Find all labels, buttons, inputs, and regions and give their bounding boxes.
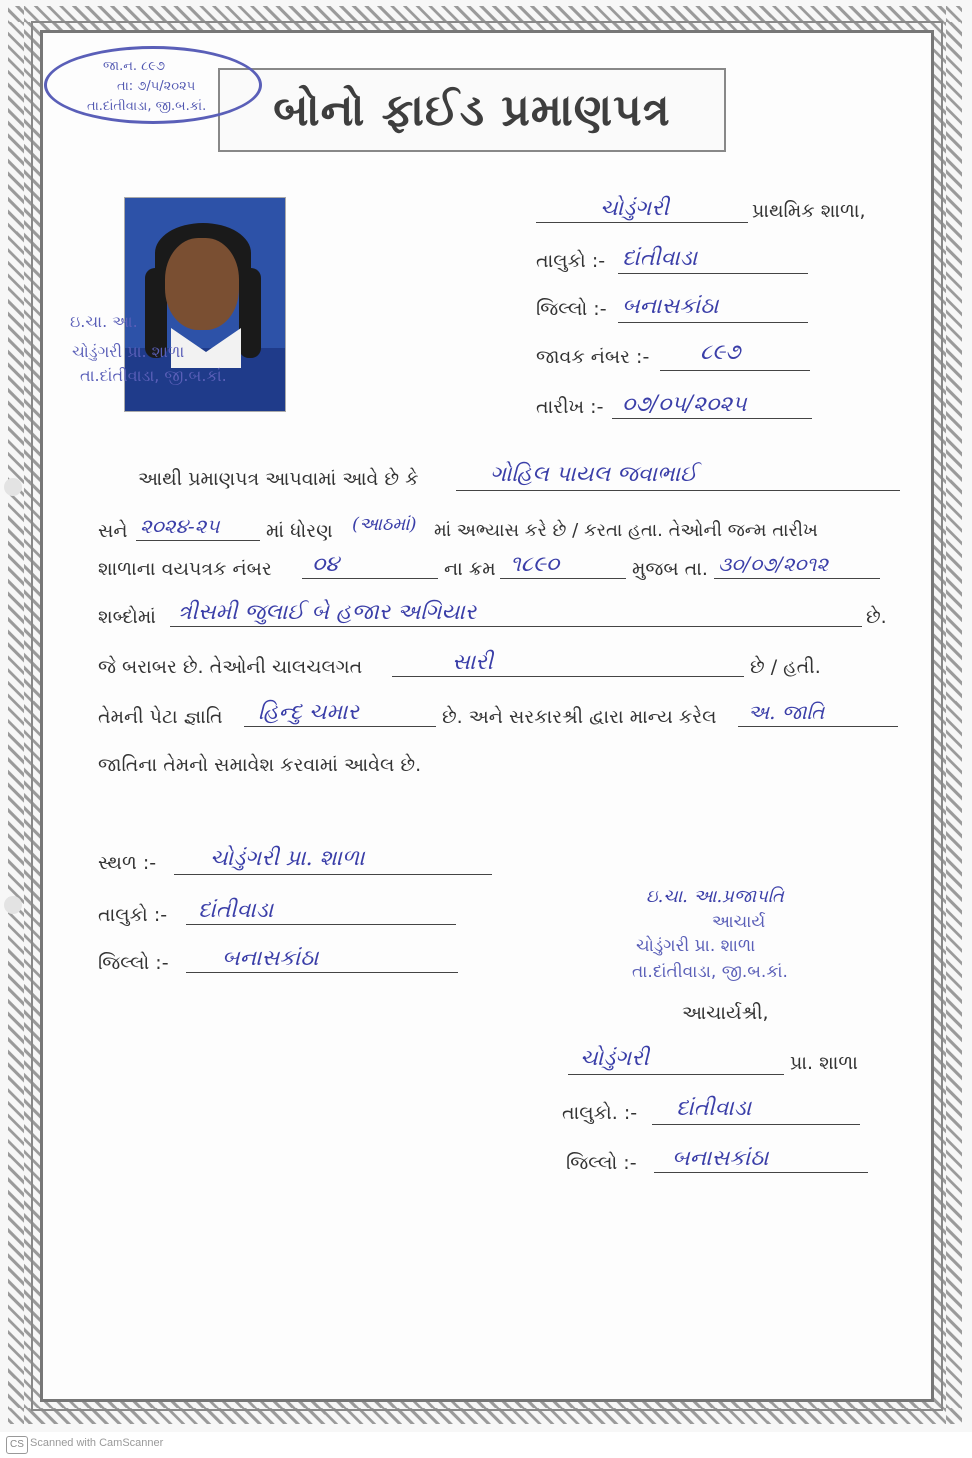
- underline: [618, 322, 808, 323]
- place-value: ચોડુંગરી પ્રા. શાળા: [210, 846, 365, 871]
- year-value: ૨૦૨૪-૨૫: [140, 514, 220, 538]
- sign-stamp-line: તા.દાંતીવાડા, જી.બ.કાં.: [632, 962, 788, 982]
- taluka-label: તાલુકો :-: [536, 250, 606, 272]
- photo-stamp-line: ઇ.ચા. આ.: [70, 312, 138, 331]
- body-text: છે.: [866, 606, 887, 628]
- body-text: આથી પ્રમાણપત્ર આપવામાં આવે છે કે: [138, 468, 419, 490]
- footer-right-district-value: બનાસકાંઠા: [672, 1146, 769, 1171]
- stamp-line: તા.દાંતીવાડા, જી.બ.કાં.: [87, 99, 207, 114]
- register-no-value: ૦૪: [312, 552, 339, 577]
- photo-stamp-line: ચોડુંગરી પ્રા. શાળા: [72, 342, 185, 361]
- body-text: સને: [98, 520, 128, 542]
- footer-district-value: બનાસકાંઠા: [222, 946, 319, 971]
- footer-right-taluka-value: દાંતીવાડા: [676, 1096, 752, 1121]
- serial-no-value: ૧૮૯૦: [510, 552, 560, 577]
- footer-school-label: પ્રા. શાળા: [790, 1052, 858, 1074]
- underline: [612, 418, 812, 419]
- camscanner-text: Scanned with CamScanner: [30, 1437, 164, 1449]
- body-text: તેમની પેટા જ્ઞાતિ: [98, 706, 223, 728]
- student-name-value: ગોહિલ પાયલ જવાભાઈ: [490, 462, 697, 487]
- place-label: સ્થળ :-: [98, 852, 157, 874]
- body-text: જે બરાબર છે. તેઓની ચાલચલગત: [98, 656, 363, 678]
- punch-hole: [4, 478, 22, 496]
- underline: [186, 972, 458, 973]
- principal-label: આચાર્યશ્રી,: [682, 1002, 769, 1024]
- date-label: તારીખ :-: [536, 396, 604, 418]
- body-text: જાતિના તેમનો સમાવેશ કરવામાં આવેલ છે.: [98, 754, 422, 776]
- certificate-title: બોનો ફાઈડ પ્રમાણપત્ર: [273, 84, 671, 136]
- stamp-line: જા.ન. ૮૯૭: [103, 59, 166, 74]
- body-text: માં અભ્યાસ કરે છે / કરતા હતા. તેઓની જન્મ તારીખ: [434, 520, 818, 541]
- punch-hole: [4, 896, 22, 914]
- category-value: અ. જાતિ: [748, 700, 825, 724]
- district-label: જિલ્લો :-: [536, 298, 607, 320]
- school-name-value: ચોડુંગરી: [600, 196, 669, 221]
- underline: [456, 490, 900, 491]
- underline: [738, 726, 898, 727]
- title-box: [218, 68, 726, 152]
- dob-words-value: ત્રીસમી જુલાઈ બે હજાર અગિયાર: [178, 600, 477, 625]
- footer-taluka-value: દાંતીવાડા: [198, 898, 274, 923]
- body-text: મુજબ તા.: [632, 558, 708, 580]
- footer-taluka-label: તાલુકો :-: [98, 904, 168, 926]
- underline: [186, 924, 456, 925]
- body-text: શાળાના વયપત્રક નંબર: [98, 558, 272, 580]
- body-text: ના ક્રમ: [444, 558, 496, 580]
- sign-stamp-line: ચોડુંગરી પ્રા. શાળા: [636, 936, 756, 956]
- body-text: છે / હતી.: [750, 656, 821, 678]
- photo-stamp-line: તા.દાંતીવાડા, જી.બ.કાં.: [80, 366, 227, 385]
- underline: [500, 578, 626, 579]
- underline: [392, 676, 744, 677]
- dob-value: ૩૦/૦૭/૨૦૧૨: [718, 552, 829, 576]
- subcaste-value: હિન્દુ ચમાર: [258, 700, 359, 725]
- date-value: ૦૭/૦૫/૨૦૨૫: [622, 392, 747, 417]
- taluka-value: દાંતીવાડા: [622, 246, 698, 271]
- underline: [244, 726, 436, 727]
- district-value: બનાસકાંઠા: [622, 294, 719, 319]
- sign-stamp-line: આચાર્ય: [712, 912, 766, 932]
- footer-school-value: ચોડુંગરી: [580, 1046, 649, 1071]
- body-text: છે. અને સરકારશ્રી દ્વારા માન્ય કરેલ: [442, 706, 717, 728]
- underline: [174, 874, 492, 875]
- principal-signature: ઇ.ચા. આ.પ્રજાપતિ: [646, 886, 784, 907]
- outward-value: ૮૯૭: [700, 340, 741, 365]
- outward-label: જાવક નંબર :-: [536, 346, 650, 368]
- school-label: પ્રાથમિક શાળા,: [752, 200, 866, 222]
- underline: [652, 1124, 860, 1125]
- footer-right-taluka-label: તાલુકો. :-: [562, 1102, 638, 1124]
- underline: [536, 222, 748, 223]
- body-text: શબ્દોમાં: [98, 606, 156, 628]
- underline: [170, 626, 862, 627]
- underline: [136, 540, 260, 541]
- underline: [618, 273, 808, 274]
- underline: [714, 578, 880, 579]
- outward-stamp: [44, 46, 262, 124]
- std-value: (આઠમાં): [352, 514, 417, 535]
- footer-right-district-label: જિલ્લો :-: [566, 1152, 637, 1174]
- footer-district-label: જિલ્લો :-: [98, 952, 169, 974]
- camscanner-logo: CS: [6, 1436, 28, 1454]
- underline: [660, 370, 810, 371]
- body-text: માં ધોરણ: [266, 520, 333, 542]
- underline: [302, 578, 438, 579]
- conduct-value: સારી: [452, 650, 493, 675]
- underline: [568, 1074, 784, 1075]
- underline: [654, 1172, 868, 1173]
- stamp-line: તા: ૭/૫/૨૦૨૫: [117, 79, 196, 94]
- scanner-footer: [0, 1432, 972, 1458]
